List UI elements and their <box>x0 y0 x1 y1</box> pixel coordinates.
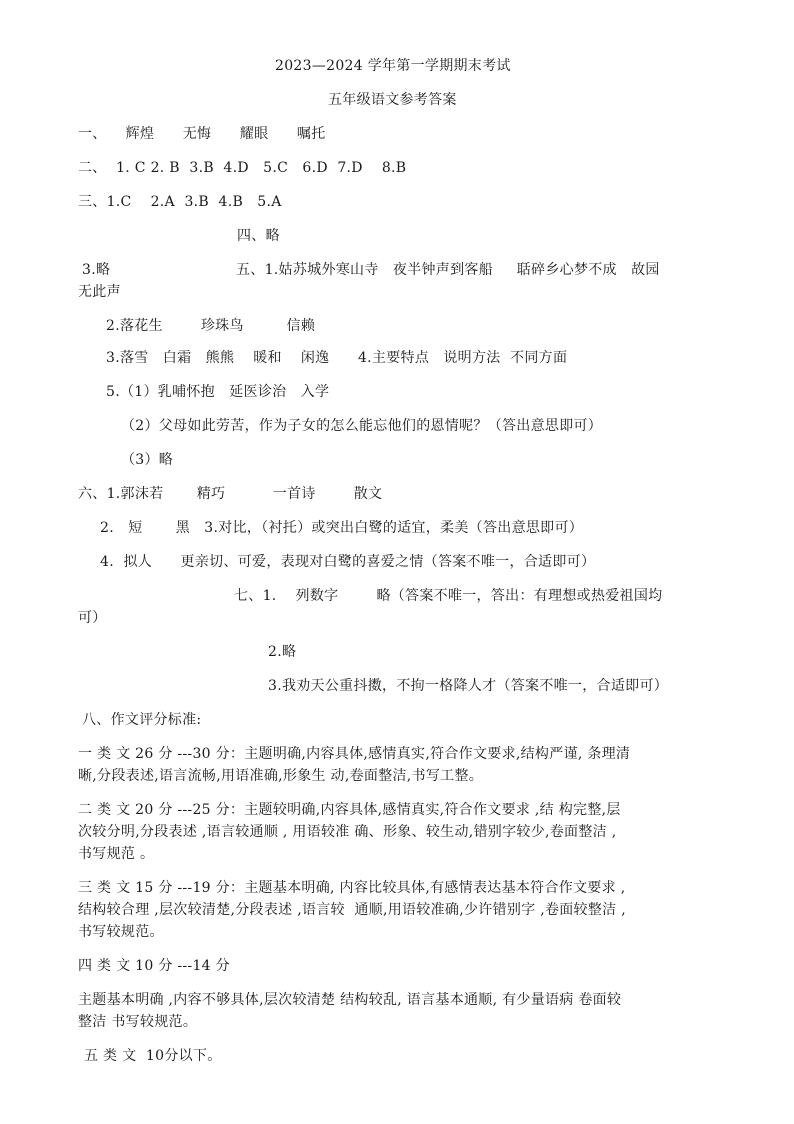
grade-1-line-1: 一 类 文 26 分 ---30 分：主题明确,内容具体,感情真实,符合作文要求,结构严谨, 条理清 <box>78 746 631 762</box>
grade-1-line-2: 晰,分段表述,语言流畅,用语准确,形象生 动,卷面整洁,书写工整。 <box>78 768 484 784</box>
section-6-item-1: 六、1.郭沫若 精巧 一首诗 散文 <box>78 486 383 502</box>
grade-4-line-2: 整洁 书写较规范。 <box>78 1014 198 1030</box>
grade-4-line-1: 主题基本明确 ,内容不够具体,层次较清楚 结构较乱, 语言基本通顺, 有少量语病 卷面较 <box>78 992 622 1008</box>
section-7-item-1-line-2: 可） <box>78 610 107 626</box>
section-7-item-1-line-1: 七、1. 列数字 略（答案不唯一，答出：有理想或热爱祖国均 <box>234 588 663 604</box>
grade-3-line-2: 结构较合理 ,层次较清楚,分段表述 ,语言较 通顺,用语较准确,少许错别字 ,卷面较整洁 , <box>78 902 626 918</box>
section-5-item-5-2: （2）父母如此劳苦，作为子女的怎么能忘他们的恩情呢？（答出意思即可） <box>121 418 603 434</box>
grade-3-line-1: 三 类 文 15 分 ---19 分：主题基本明确, 内容比较具体,有感情表达基本符合作文要求 , <box>78 880 626 896</box>
section-5-item-1-line-1: 五、1.姑苏城外寒山寺 夜半钟声到客船 聒碎乡心梦不成 故园 <box>236 262 660 278</box>
section-7-item-3: 3.我劝天公重抖擞，不拘一格降人才（答案不唯一，合适即可） <box>268 678 669 694</box>
grade-2-line-3: 书写规范 。 <box>78 846 155 862</box>
section-2-answers: 二、 1. C 2. B 3.B 4.D 5.C 6.D 7.D 8.B <box>78 160 407 176</box>
exam-subtitle: 五年级语文参考答案 <box>328 92 457 108</box>
section-6-item-2-3: 2. 短 黑 3.对比，（衬托）或突出白鹭的适宜，柔美（答出意思即可） <box>100 520 584 536</box>
section-5-item-1-line-2: 无此声 <box>78 284 121 300</box>
section-1-answers: 一、 辉煌 无悔 耀眼 嘱托 <box>78 126 326 142</box>
section-3-answers: 三、1.C 2.A 3.B 4.B 5.A <box>78 194 282 210</box>
exam-title: 2023—2024 学年第一学期期末考试 <box>275 58 511 74</box>
grade-3-line-3: 书写较规范。 <box>78 924 164 940</box>
section-4-answers: 四、略 <box>237 228 280 244</box>
grade-2-line-2: 次较分明,分段表述 ,语言较通顺 , 用语较准 确、形象、较生动,错别字较少,卷面整洁 , <box>78 824 617 840</box>
section-7-item-2: 2.略 <box>268 644 297 660</box>
section-5-item-5-3: （3）略 <box>121 452 174 468</box>
grading-heading: 八、作文评分标准: <box>82 712 202 728</box>
grade-5-line: 五 类 文 10分以下。 <box>84 1048 222 1064</box>
section-6-item-4: 4. 拟人 更亲切、可爱，表现对白鹭的喜爱之情（答案不唯一，合适即可） <box>100 554 596 570</box>
section-4-item-3: 3.略 <box>82 262 111 278</box>
grade-4-heading: 四 类 文 10 分 ---14 分 <box>78 958 230 974</box>
section-5-item-3-4: 3.落雪 白霜 熊熊 暖和 闲逸 4.主要特点 说明方法 不同方面 <box>106 350 568 366</box>
section-5-item-5: 5.（1）乳哺怀抱 延医诊治 入学 <box>106 384 330 400</box>
section-5-item-2: 2.落花生 珍珠鸟 信赖 <box>106 318 316 334</box>
grade-2-line-1: 二 类 文 20 分 ---25 分：主题较明确,内容具体,感情真实,符合作文要求 ,结 构完整,层 <box>78 802 621 818</box>
